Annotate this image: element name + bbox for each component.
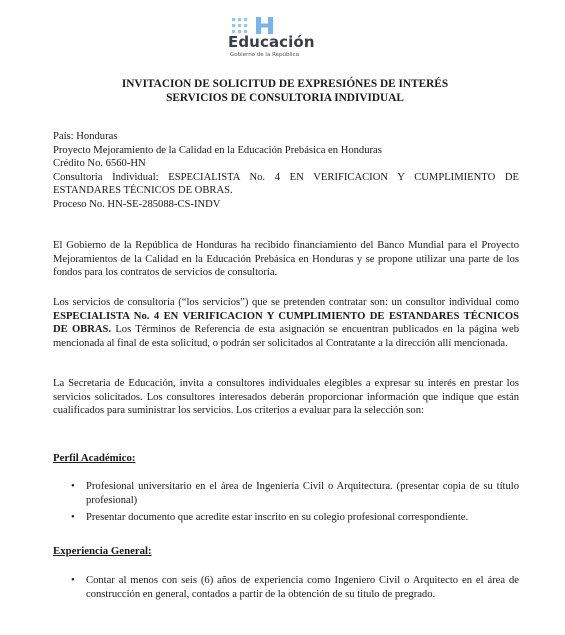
info-proceso: Proceso No. HN-SE-285088-CS-INDV <box>53 198 221 210</box>
services-lead: Los servicios de consultoría (“los servicios”) que se pretenden contratar son: un consultor individual como <box>53 297 519 308</box>
bullet-icon: • <box>71 512 75 524</box>
bullet-icon: • <box>71 575 75 586</box>
title-line-2: SERVICIOS DE CONSULTORIA INDIVIDUAL <box>166 92 404 104</box>
perfil-heading: Perfil Académico: <box>53 452 136 464</box>
list-item-text: Contar al menos con seis (6) años de experiencia como Ingeniero Civil o Arquitecto en el área de construcción en general, contados a partir de la obtención de su titulo de pregrado. <box>86 575 519 600</box>
list-item <box>53 574 519 601</box>
info-proyecto: Proyecto Mejoramiento de la Calidad en la Educación Prebásica en Honduras <box>53 144 382 156</box>
list-item <box>53 480 519 507</box>
secretaria-paragraph <box>53 377 519 418</box>
bullet-icon: • <box>71 481 75 492</box>
list-item <box>53 511 519 525</box>
list-item-text: Presentar documento que acredite estar inscrito en su colegio profesional correspondiente. <box>86 512 469 524</box>
list-item-text: Profesional universitario en el área de Ingeniería Civil o Arquitectura. (presentar copia de su título profesional) <box>86 481 519 506</box>
info-pais: País: Honduras <box>53 131 118 142</box>
perfil-list <box>53 480 519 529</box>
experiencia-list <box>53 574 519 605</box>
logo-subtitle: Gobierno de la República <box>230 52 299 58</box>
title-line-1: INVITACION DE SOLICITUD DE EXPRESIÓNES DE INTERÉS <box>121 78 449 90</box>
document-title <box>53 77 517 105</box>
services-text <box>53 296 519 350</box>
secretaria-text: La Secretaria de Educación, invita a consultores individuales elegibles a expresar su interés en prestar los servicios solicitados. Los consultores interesados deberán proporcionar información que indique que están cualificados para suministrar los servicios. Los criterios a evaluar para la selección son: <box>53 378 519 417</box>
experiencia-heading: Experiencia General: <box>53 545 152 557</box>
logo-wordmark: Educación <box>228 33 315 51</box>
info-credito: Crédito No. 6560-HN <box>53 158 146 170</box>
intro-paragraph <box>53 239 519 280</box>
info-consultoria: Consultoria Individual: ESPECIALISTA No. 4 EN VERIFICACION Y CUMPLIMIENTO DE ESTANDARES TÉCNICOS DE OBRAS. <box>53 171 519 197</box>
education-logo <box>222 14 332 64</box>
services-paragraph <box>53 296 519 350</box>
services-tail: Los Términos de Referencia de esta asignación se encuentran publicados en la página web mencionada al final de esta solicitud, o podrán ser solicitados al Contratante a la dirección allí mencionada. <box>53 324 520 349</box>
intro-text: El Gobierno de la República de Honduras ha recibido financiamiento del Banco Mundial para el Proyecto Mejoramientos de la Calidad en la Educación Prebásica en Honduras y se propone utilizar una parte de los fondos para los contratos de servicios de consultoría. <box>53 240 519 279</box>
services-bold: ESPECIALISTA No. 4 EN VERIFICACION Y CUMPLIMIENTO DE ESTANDARES TÉCNICOS DE OBRAS. <box>53 310 519 336</box>
project-info <box>53 130 519 212</box>
